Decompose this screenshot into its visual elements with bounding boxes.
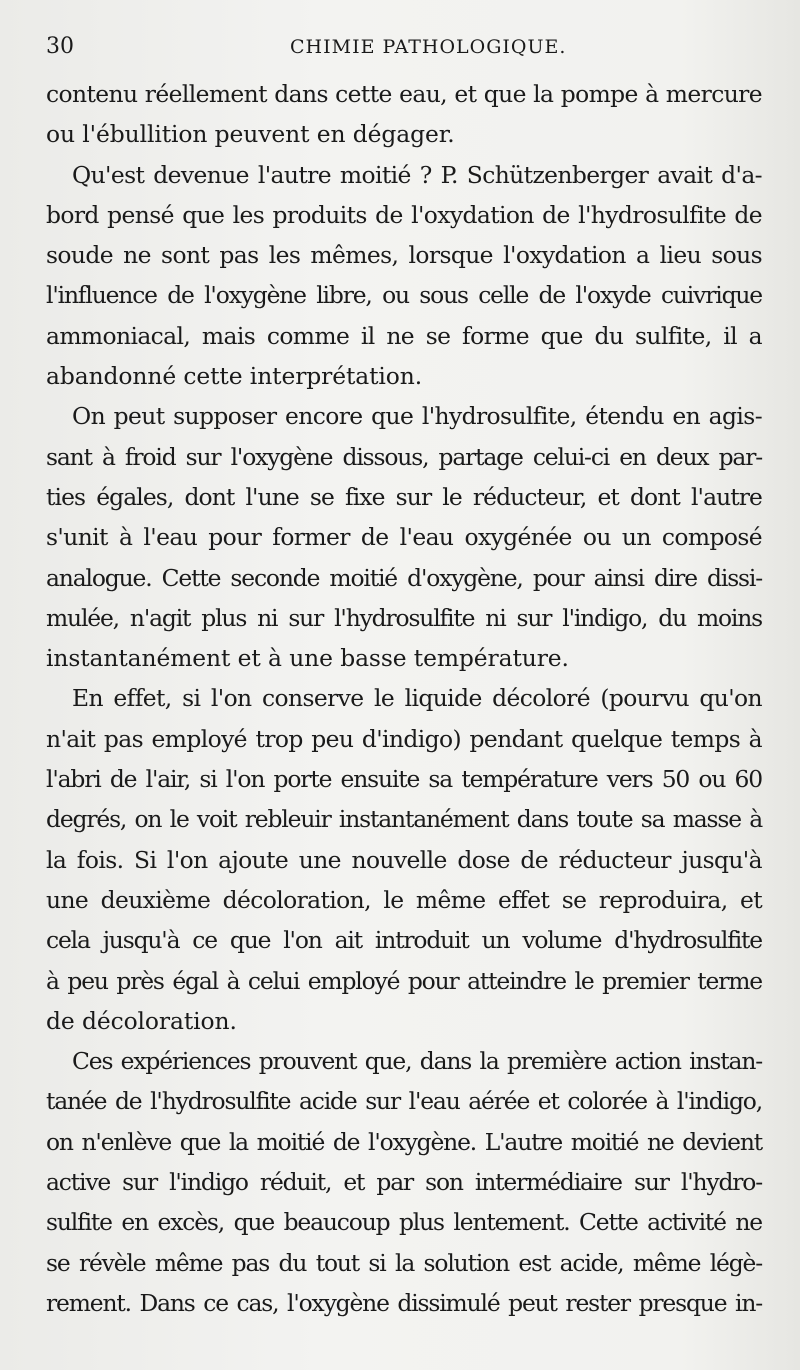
text-line: rement. Dans ce cas, l'oxygène dissimulé peut rester presque in-: [46, 1288, 762, 1317]
text-line: soude ne sont pas les mêmes, lorsque l'oxydation a lieu sous: [46, 241, 762, 270]
text-line: se révèle même pas du tout si la solution est acide, même légè-: [46, 1248, 762, 1277]
text-line: n'ait pas employé trop peu d'indigo) pendant quelque temps à: [46, 724, 762, 753]
text-line: la fois. Si l'on ajoute une nouvelle dose de réducteur jusqu'à: [46, 845, 762, 874]
text-line: active sur l'indigo réduit, et par son intermédiaire sur l'hydro-: [46, 1168, 762, 1197]
text-line: l'influence de l'oxygène libre, ou sous celle de l'oxyde cuivrique: [46, 281, 762, 310]
page-header: [0, 30, 800, 66]
text-line: En effet, si l'on conserve le liquide décoloré (pourvu qu'on: [72, 684, 762, 713]
text-line: de décoloration.: [46, 1006, 237, 1035]
text-line: une deuxième décoloration, le même effet se reproduira, et: [46, 885, 762, 914]
text-line: sant à froid sur l'oxygène dissous, partage celui-ci en deux par-: [46, 442, 762, 471]
text-line: abandonné cette interprétation.: [46, 362, 423, 391]
running-head: CHIMIE PATHOLOGIQUE.: [290, 36, 567, 58]
text-line: à peu près égal à celui employé pour atteindre le premier terme: [46, 966, 762, 995]
text-line: on n'enlève que la moitié de l'oxygène. L'autre moitié ne devient: [46, 1127, 762, 1156]
text-line: mulée, n'agit plus ni sur l'hydrosulfite ni sur l'indigo, du moins: [46, 603, 762, 632]
text-line: Ces expériences prouvent que, dans la première action instan-: [72, 1047, 762, 1076]
text-line: s'unit à l'eau pour former de l'eau oxygénée ou un composé: [46, 523, 762, 552]
text-line: tanée de l'hydrosulfite acide sur l'eau aérée et colorée à l'indigo,: [46, 1087, 762, 1116]
text-line: cela jusqu'à ce que l'on ait introduit un volume d'hydrosulfite: [46, 926, 762, 955]
text-line: ties égales, dont l'une se fixe sur le réducteur, et dont l'autre: [46, 482, 762, 511]
text-line: Qu'est devenue l'autre moitié ? P. Schützenberger avait d'a-: [72, 160, 762, 189]
text-line: contenu réellement dans cette eau, et que la pompe à mercure: [46, 80, 762, 108]
text-line: ou l'ébullition peuvent en dégager.: [46, 120, 455, 149]
body-text: [46, 74, 762, 1323]
text-line: On peut supposer encore que l'hydrosulfite, étendu en agis-: [72, 402, 762, 431]
text-line: bord pensé que les produits de l'oxydation de l'hydrosulfite de: [46, 200, 762, 229]
text-line: sulfite en excès, que beaucoup plus lentement. Cette activité ne: [46, 1208, 762, 1237]
text-line: analogue. Cette seconde moitié d'oxygène, pour ainsi dire dissi-: [46, 563, 762, 592]
page-number: 30: [46, 34, 74, 59]
text-line: l'abri de l'air, si l'on porte ensuite sa température vers 50 ou 60: [46, 765, 762, 794]
text-line: instantanément et à une basse température.: [46, 644, 569, 673]
text-line: degrés, on le voit rebleuir instantanément dans toute sa masse à: [46, 805, 762, 834]
text-line: ammoniacal, mais comme il ne se forme que du sulfite, il a: [46, 321, 762, 350]
